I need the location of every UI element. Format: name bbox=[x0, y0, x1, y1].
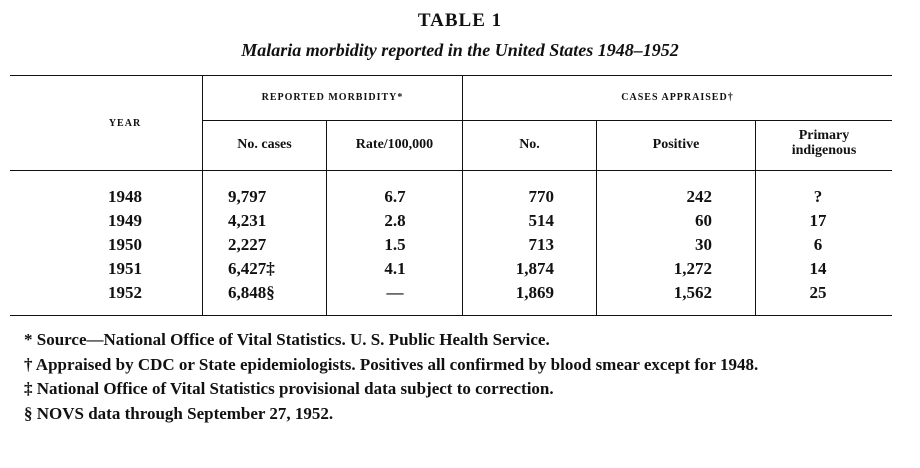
cell-no: 1,869 bbox=[515, 283, 554, 302]
header-cases-appraised: CASES APPRAISED† bbox=[621, 92, 734, 103]
header-primary-line1: Primary bbox=[798, 128, 850, 143]
cell-primary-indigenous: 14 bbox=[809, 259, 827, 278]
cell-rate: 4.1 bbox=[384, 259, 406, 278]
cell-year: 1951 bbox=[108, 259, 142, 278]
cell-positive: 1,562 bbox=[673, 283, 712, 302]
header-no-cases: No. cases bbox=[237, 137, 292, 152]
cell-no: 1,874 bbox=[515, 259, 554, 278]
table-subtitle: Malaria morbidity reported in the United States 1948–1952 bbox=[241, 40, 679, 60]
group-header-rule bbox=[203, 120, 892, 121]
header-positive: Positive bbox=[652, 137, 700, 152]
cell-positive: 1,272 bbox=[673, 259, 712, 278]
cell-no: 514 bbox=[528, 211, 554, 230]
cell-primary-indigenous: 6 bbox=[813, 235, 823, 254]
column-divider bbox=[202, 75, 203, 315]
cell-year: 1949 bbox=[108, 211, 142, 230]
cell-no-cases: 9,797 bbox=[228, 187, 267, 206]
cell-positive: 60 bbox=[695, 211, 712, 230]
table-bottom-rule bbox=[10, 315, 892, 316]
cell-primary-indigenous: 17 bbox=[809, 211, 827, 230]
footnotes bbox=[10, 328, 910, 426]
cell-no: 770 bbox=[528, 187, 554, 206]
cell-positive: 242 bbox=[686, 187, 712, 206]
header-primary-line2: indigenous bbox=[791, 143, 857, 158]
header-reported-morbidity: REPORTED MORBIDITY* bbox=[261, 92, 404, 103]
table-title: TABLE 1 bbox=[417, 10, 503, 31]
header-primary-indigenous bbox=[756, 128, 892, 158]
table-top-rule bbox=[10, 75, 892, 76]
footnote-novs: § NOVS data through September 27, 1952. bbox=[24, 403, 334, 423]
cell-rate: 1.5 bbox=[384, 235, 406, 254]
header-bottom-rule bbox=[10, 170, 892, 171]
cell-no-cases: 4,231 bbox=[228, 211, 267, 230]
cell-no-cases: 2,227 bbox=[228, 235, 267, 254]
header-rate: Rate/100,000 bbox=[355, 137, 434, 152]
cell-no-cases: 6,848§ bbox=[228, 283, 275, 302]
header-year: YEAR bbox=[108, 118, 142, 129]
cell-no-cases: 6,427‡ bbox=[228, 259, 275, 278]
cell-rate: 6.7 bbox=[384, 187, 406, 206]
header-no: No. bbox=[519, 137, 540, 152]
footnote-provisional: ‡ National Office of Vital Statistics provisional data subject to correction. bbox=[24, 379, 554, 398]
cell-rate: — bbox=[386, 283, 404, 302]
cell-year: 1952 bbox=[108, 283, 142, 302]
cell-positive: 30 bbox=[695, 235, 712, 254]
cell-year: 1950 bbox=[108, 235, 142, 254]
cell-year: 1948 bbox=[108, 187, 142, 206]
footnote-source: * Source—National Office of Vital Statistics. U. S. Public Health Service. bbox=[24, 330, 550, 349]
cell-rate: 2.8 bbox=[384, 211, 406, 230]
footnote-appraised: † Appraised by CDC or State epidemiologists. Positives all confirmed by blood smear except for 1948. bbox=[24, 354, 759, 374]
cell-no: 713 bbox=[528, 235, 554, 254]
cell-primary-indigenous: 25 bbox=[809, 283, 827, 302]
cell-primary-indigenous: ? bbox=[813, 187, 823, 206]
